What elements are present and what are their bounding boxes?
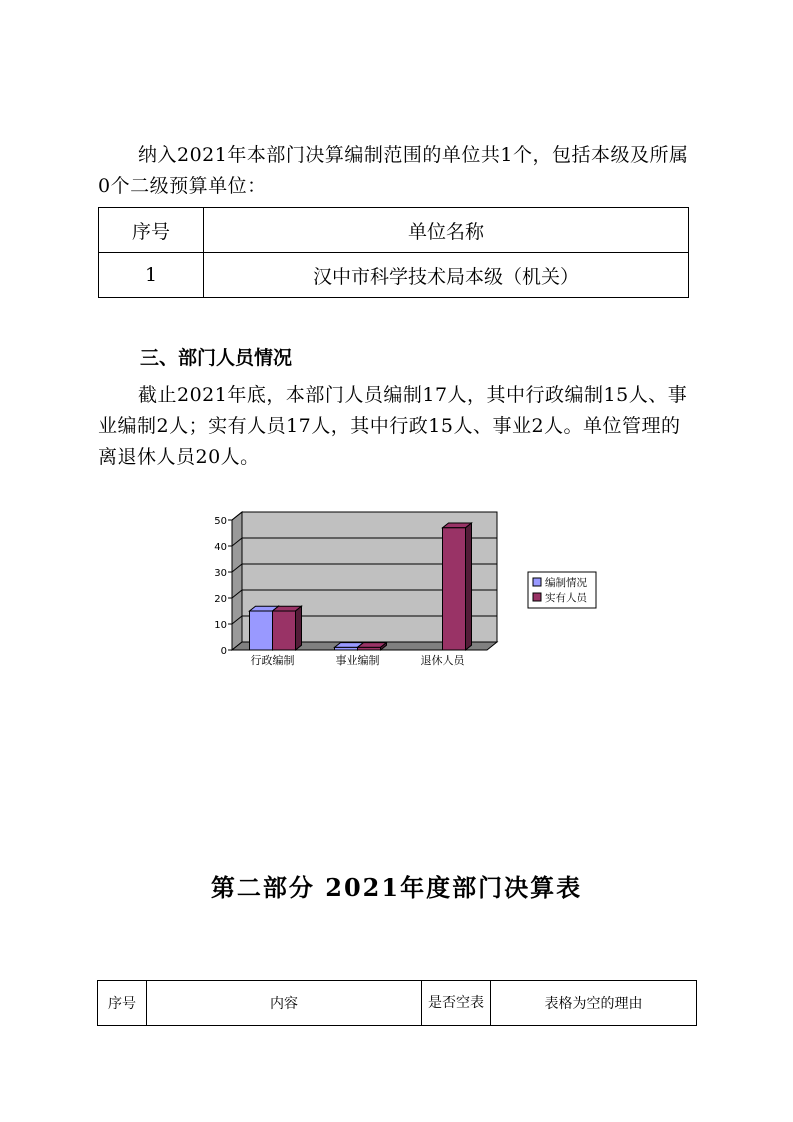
bar [250,611,273,650]
bar [443,528,466,650]
bar [358,647,381,650]
legend-label: 实有人员 [545,592,587,604]
header-index: 序号 [99,208,204,253]
table-header-row [98,981,697,1026]
y-tick-label: 20 [214,594,227,605]
x-tick-label: 事业编制 [335,654,380,667]
table-row [99,253,689,298]
legend-swatch [533,578,541,586]
section-heading: 三、部门人员情况 [140,347,293,369]
bar-side [296,606,302,650]
y-tick-label: 10 [214,620,227,631]
plot-side-wall [232,512,242,650]
y-tick-label: 0 [220,646,227,657]
unit-table [98,207,689,298]
header-index: 序号 [98,981,147,1026]
header-content: 内容 [147,981,422,1026]
table-header-row [99,208,689,253]
cell-index: 1 [99,253,204,298]
part-title: 第二部分 2021年度部门决算表 [210,873,583,902]
staff-paragraph: 截止2021年底，本部门人员编制17人，其中行政编制15人、事业编制2人；实有人员17人，其中行政15人、事业2人。单位管理的离退休人员20人。 [98,384,688,468]
intro-paragraph: 纳入2021年本部门决算编制范围的单位共1个，包括本级及所属0个二级预算单位： [98,144,689,197]
header-is-empty: 是否空表 [422,981,491,1026]
legend-label: 编制情况 [545,577,587,589]
y-tick-label: 50 [214,516,227,527]
staff-bar-chart [210,508,610,678]
content-table [97,980,697,1026]
x-tick-label: 行政编制 [250,654,295,667]
cell-unit-name: 汉中市科学技术局本级（机关） [204,253,689,298]
bar [273,611,296,650]
bar-side [466,523,472,650]
header-unit-name: 单位名称 [204,208,689,253]
y-tick-label: 30 [214,568,227,579]
y-tick-label: 40 [214,542,227,553]
header-empty-reason: 表格为空的理由 [491,981,697,1026]
legend-swatch [533,593,541,601]
x-tick-label: 退休人员 [420,654,465,667]
bar [335,647,358,650]
